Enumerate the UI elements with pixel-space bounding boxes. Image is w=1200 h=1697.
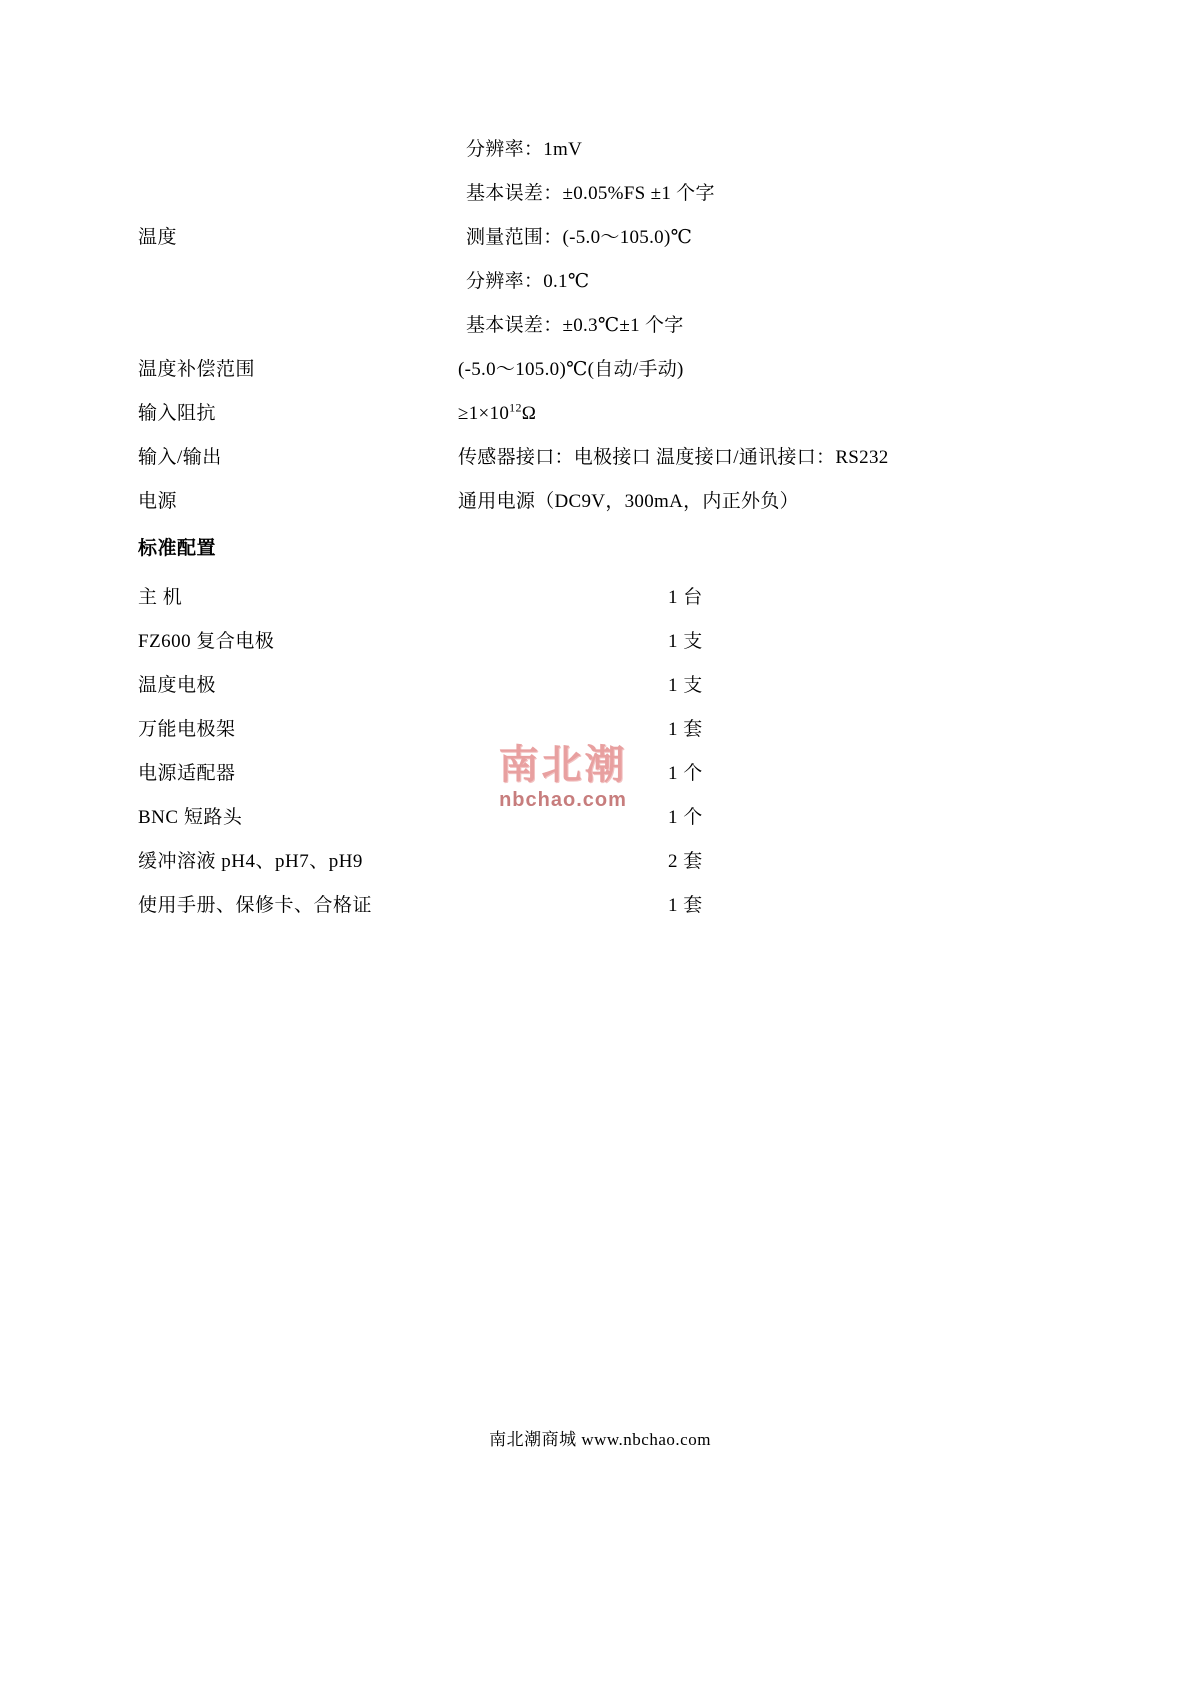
spec-row — [138, 260, 1058, 304]
watermark-chinese-text: 南北潮 — [498, 741, 628, 788]
list-item — [138, 884, 758, 928]
config-item-name: 缓冲溶液 pH4、pH7、pH9 — [138, 851, 363, 872]
spec-label: 温度 — [138, 227, 178, 248]
config-item-name: 温度电极 — [138, 675, 217, 696]
config-item-qty: 1 台 — [668, 587, 703, 608]
list-item — [138, 664, 758, 708]
spec-value-exponent: 12 — [509, 400, 522, 415]
spec-value: 分辨率：1mV — [466, 139, 583, 160]
list-item — [138, 752, 758, 796]
spec-row — [138, 436, 1058, 480]
spec-value: 基本误差：±0.05%FS ±1 个字 — [466, 183, 715, 204]
spec-value-tail: Ω — [521, 403, 537, 424]
spec-row — [138, 216, 1058, 260]
list-item — [138, 708, 758, 752]
spec-row — [138, 392, 1058, 436]
spec-value: 通用电源（DC9V，300mA，内正外负） — [458, 491, 799, 512]
config-item-qty: 1 套 — [668, 895, 703, 916]
config-item-name: 电源适配器 — [138, 763, 236, 784]
list-item — [138, 620, 758, 664]
spec-row — [138, 172, 1058, 216]
config-item-name: 万能电极架 — [138, 719, 236, 740]
spec-row — [138, 480, 1058, 524]
spec-value: 测量范围：(-5.0～105.0)℃ — [466, 227, 693, 248]
configuration-list — [138, 576, 758, 928]
config-item-qty: 1 个 — [668, 763, 703, 784]
list-item — [138, 796, 758, 840]
specifications-list — [138, 128, 1058, 524]
config-item-name: FZ600 复合电极 — [138, 631, 275, 652]
config-item-qty: 1 套 — [668, 719, 703, 740]
spec-value: 传感器接口：电极接口 温度接口/通讯接口：RS232 — [458, 447, 889, 468]
list-item — [138, 840, 758, 884]
spec-value: 基本误差：±0.3℃±1 个字 — [466, 315, 684, 336]
config-item-name: 使用手册、保修卡、合格证 — [138, 895, 373, 916]
section-heading-standard-configuration: 标准配置 — [138, 538, 217, 559]
config-item-qty: 1 个 — [668, 807, 703, 828]
config-item-qty: 1 支 — [668, 675, 703, 696]
spec-value: 分辨率：0.1℃ — [466, 271, 590, 292]
spec-value-main: ≥1×10 — [458, 403, 510, 424]
config-item-qty: 1 支 — [668, 631, 703, 652]
spec-row — [138, 304, 1058, 348]
spec-label: 输入/输出 — [138, 447, 222, 468]
list-item — [138, 576, 758, 620]
config-item-name: 主 机 — [138, 587, 183, 608]
watermark-english-text: nbchao.com — [499, 789, 627, 811]
config-item-name: BNC 短路头 — [138, 807, 243, 828]
page-footer: 南北潮商城 www.nbchao.com — [489, 1430, 711, 1449]
spec-value: (-5.0～105.0)℃(自动/手动) — [458, 359, 684, 380]
spec-row — [138, 128, 1058, 172]
config-item-qty: 2 套 — [668, 851, 703, 872]
spec-label: 输入阻抗 — [138, 403, 217, 424]
spec-label: 温度补偿范围 — [138, 359, 256, 380]
spec-row — [138, 348, 1058, 392]
spec-label: 电源 — [138, 491, 178, 512]
spec-value — [458, 392, 1058, 436]
